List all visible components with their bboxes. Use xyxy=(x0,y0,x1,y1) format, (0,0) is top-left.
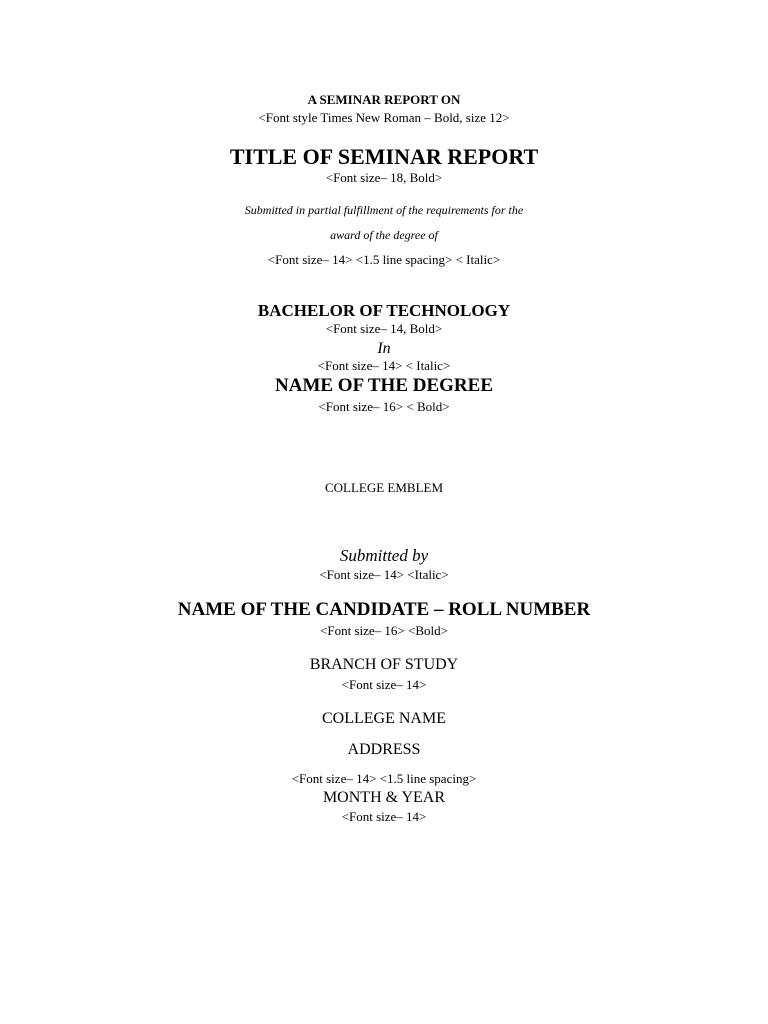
degree-specialization: NAME OF THE DEGREE xyxy=(275,375,493,396)
candidate-format-note: <Font size– 16> <Bold> xyxy=(320,623,448,638)
month-year: MONTH & YEAR xyxy=(322,789,446,806)
candidate-name-roll-number: NAME OF THE CANDIDATE – ROLL NUMBER xyxy=(177,599,591,620)
degree-name: BACHELOR OF TECHNOLOGY xyxy=(257,301,511,320)
college-format-note: <Font size– 14> <1.5 line spacing> xyxy=(291,771,477,786)
college-address: ADDRESS xyxy=(347,741,421,758)
kicker-format-note: <Font style Times New Roman – Bold, size 12> xyxy=(258,110,510,125)
specialization-format-note: <Font size– 16> < Bold> xyxy=(318,399,450,414)
college-name: COLLEGE NAME xyxy=(322,710,446,727)
title-format-note: <Font size– 18, Bold> xyxy=(325,170,443,185)
submitted-by-format-note: <Font size– 14> <Italic> xyxy=(319,567,449,582)
submitted-by-label: Submitted by xyxy=(339,546,429,565)
submission-statement-line-2: award of the degree of xyxy=(330,228,438,242)
submission-format-note: <Font size– 14> <1.5 line spacing> < Italic> xyxy=(267,252,501,267)
college-emblem-placeholder: COLLEGE EMBLEM xyxy=(324,480,444,495)
degree-format-note: <Font size– 14, Bold> xyxy=(325,321,443,336)
report-kicker: A SEMINAR REPORT ON xyxy=(307,92,461,107)
connector-format-note: <Font size– 14> < Italic> xyxy=(317,358,451,373)
branch-of-study: BRANCH OF STUDY xyxy=(309,656,459,673)
report-title: TITLE OF SEMINAR REPORT xyxy=(229,144,539,169)
branch-format-note: <Font size– 14> xyxy=(341,677,427,692)
date-format-note: <Font size– 14> xyxy=(341,809,427,824)
degree-connector: In xyxy=(377,340,391,357)
submission-statement-line-1: Submitted in partial fulfillment of the requirements for the xyxy=(244,203,524,217)
